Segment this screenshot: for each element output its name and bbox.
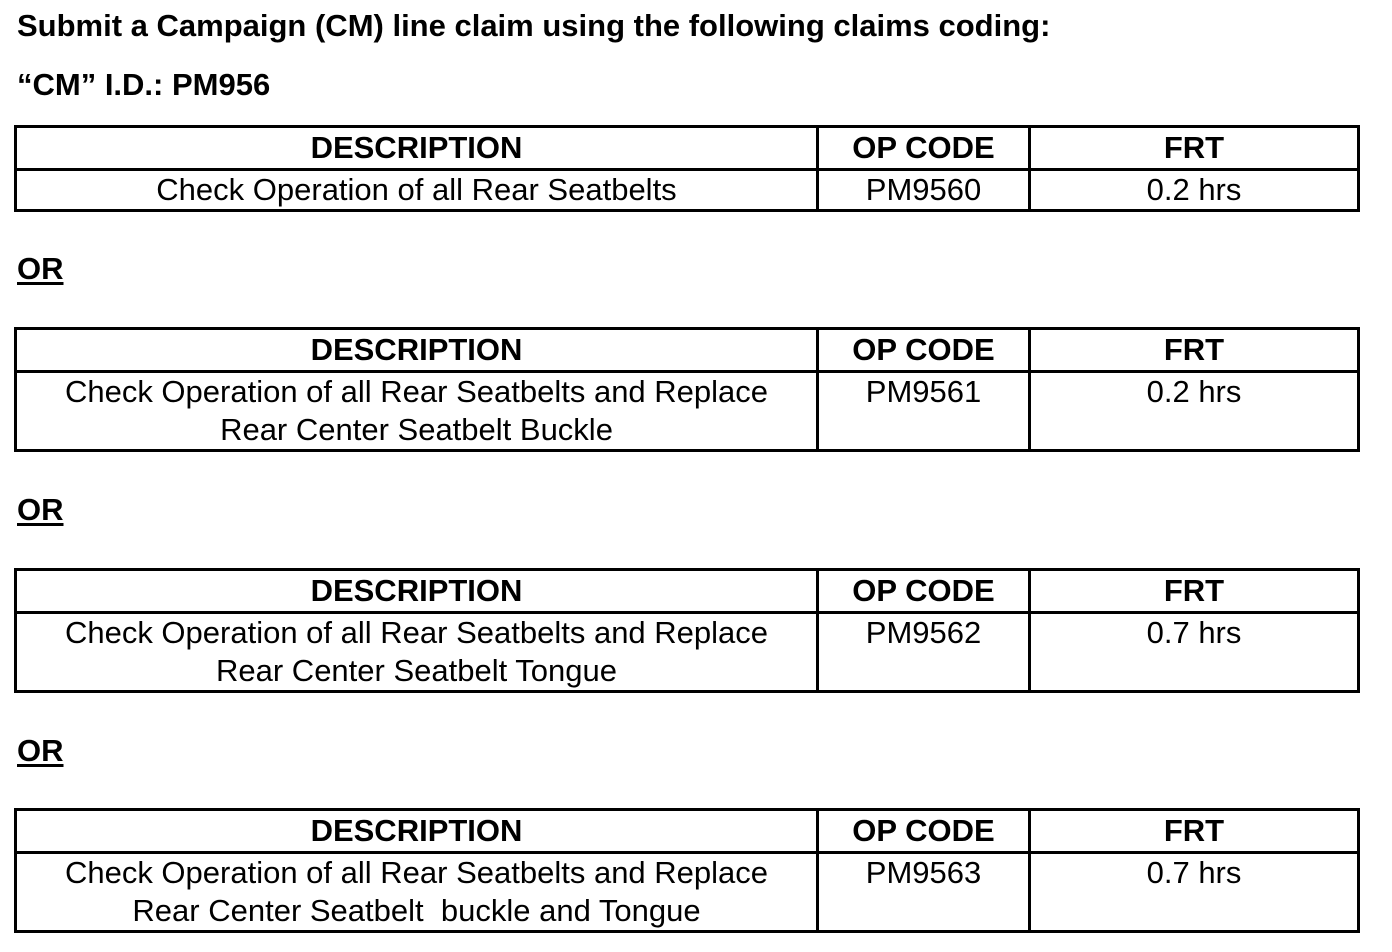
table-row bbox=[16, 372, 1359, 451]
campaign-id: “CM” I.D.: PM956 bbox=[17, 67, 271, 102]
description-line: Check Operation of all Rear Seatbelts bbox=[156, 172, 677, 207]
or-separator: OR bbox=[17, 251, 64, 286]
frt-header: FRT bbox=[1030, 127, 1359, 170]
frt-header: FRT bbox=[1030, 570, 1359, 613]
description-line: Check Operation of all Rear Seatbelts and Replace bbox=[64, 855, 769, 890]
table-row bbox=[16, 853, 1359, 932]
description-line: Check Operation of all Rear Seatbelts and Replace bbox=[64, 374, 769, 409]
description-header: DESCRIPTION bbox=[16, 127, 818, 170]
claim-code-table bbox=[14, 808, 1360, 933]
table-header-row bbox=[16, 570, 1359, 613]
description-cell bbox=[16, 170, 818, 211]
op-code-header: OP CODE bbox=[818, 329, 1030, 372]
description-cell bbox=[16, 372, 818, 451]
claim-code-table bbox=[14, 568, 1360, 693]
op-code-cell: PM9561 bbox=[818, 372, 1030, 451]
op-code-header: OP CODE bbox=[818, 127, 1030, 170]
frt-cell: 0.2 hrs bbox=[1030, 372, 1359, 451]
op-code-cell: PM9562 bbox=[818, 613, 1030, 692]
op-code-header: OP CODE bbox=[818, 570, 1030, 613]
op-code-cell: PM9563 bbox=[818, 853, 1030, 932]
frt-header: FRT bbox=[1030, 329, 1359, 372]
description-line: Rear Center Seatbelt Tongue bbox=[216, 653, 617, 688]
table-row bbox=[16, 170, 1359, 211]
or-separator: OR bbox=[17, 492, 64, 527]
frt-header: FRT bbox=[1030, 810, 1359, 853]
or-separator: OR bbox=[17, 733, 64, 768]
description-header: DESCRIPTION bbox=[16, 329, 818, 372]
op-code-header: OP CODE bbox=[818, 810, 1030, 853]
description-line: Check Operation of all Rear Seatbelts and Replace bbox=[64, 615, 769, 650]
description-header: DESCRIPTION bbox=[16, 810, 818, 853]
table-header-row bbox=[16, 127, 1359, 170]
frt-cell: 0.2 hrs bbox=[1030, 170, 1359, 211]
description-line: Rear Center Seatbelt buckle and Tongue bbox=[132, 893, 701, 928]
claim-code-table bbox=[14, 125, 1360, 212]
frt-cell: 0.7 hrs bbox=[1030, 613, 1359, 692]
table-header-row bbox=[16, 810, 1359, 853]
description-header: DESCRIPTION bbox=[16, 570, 818, 613]
frt-cell: 0.7 hrs bbox=[1030, 853, 1359, 932]
op-code-cell: PM9560 bbox=[818, 170, 1030, 211]
description-cell bbox=[16, 613, 818, 692]
table-header-row bbox=[16, 329, 1359, 372]
claim-code-table bbox=[14, 327, 1360, 452]
table-row bbox=[16, 613, 1359, 692]
description-line: Rear Center Seatbelt Buckle bbox=[220, 412, 613, 447]
intro-heading: Submit a Campaign (CM) line claim using the following claims coding: bbox=[17, 8, 1051, 43]
description-cell bbox=[16, 853, 818, 932]
